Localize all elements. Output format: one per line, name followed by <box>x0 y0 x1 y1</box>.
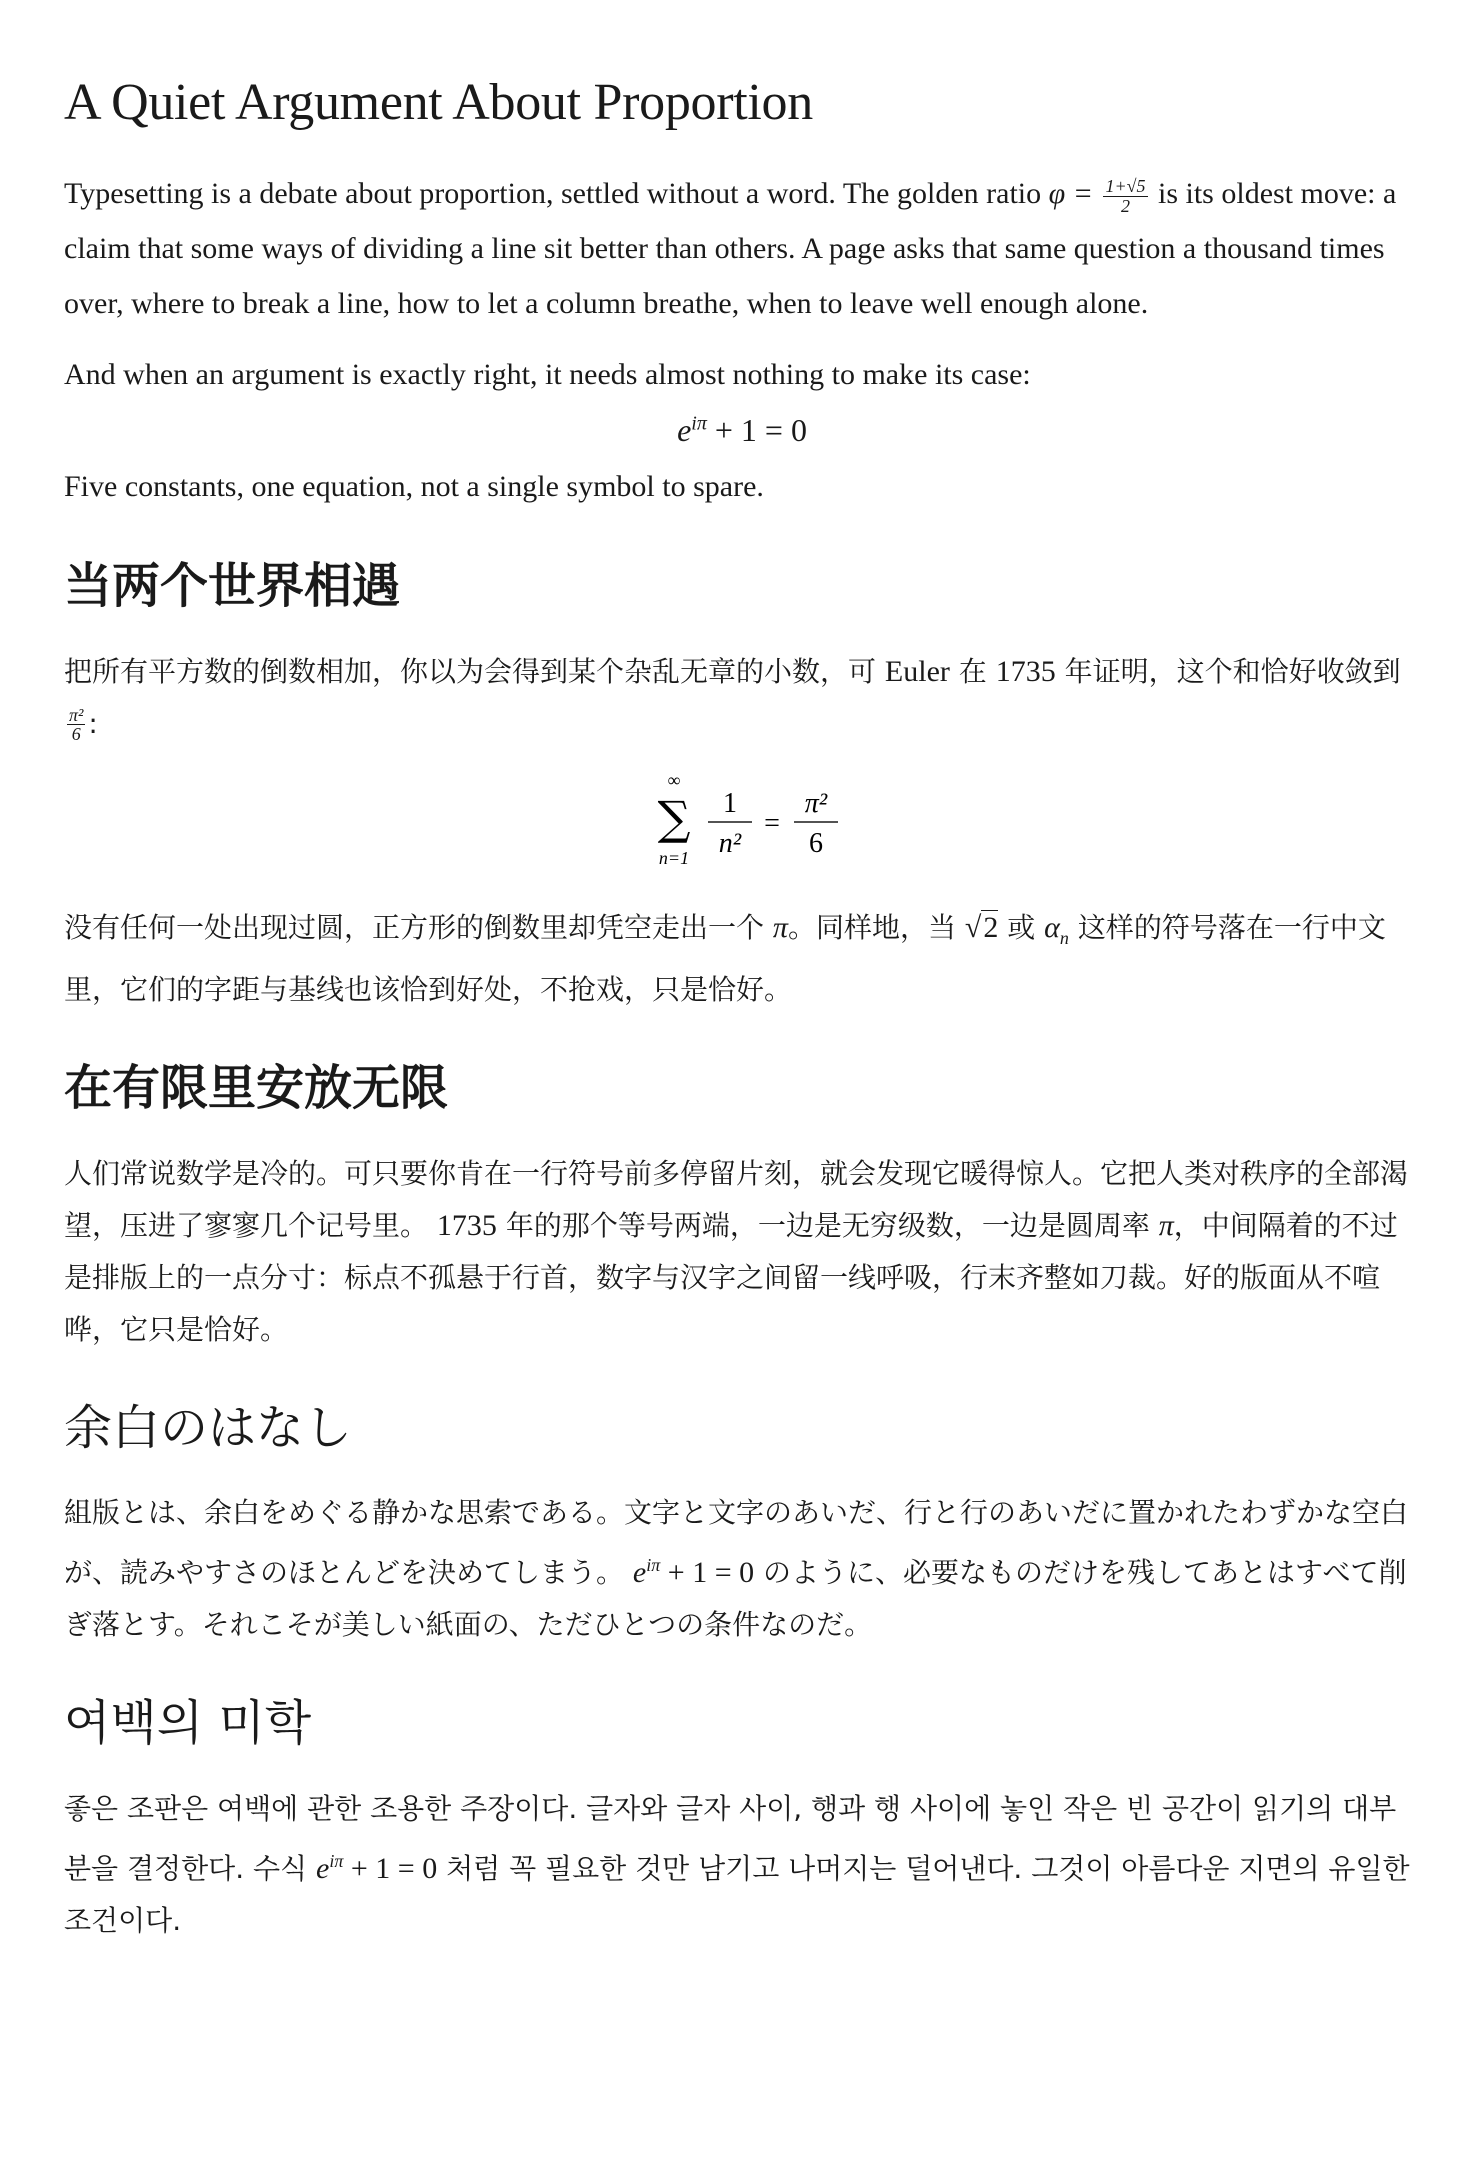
inline-frac-numerator: π² <box>69 704 84 725</box>
zh1-paragraph-1 <box>64 646 1420 750</box>
intro-text-after-phi: is its oldest move: a claim that some ways of dividing a line sit better than others. A page asks that same question a thousand times over, where to break a line, how to let a column breathe, when to leave well enough alone. <box>64 177 1397 321</box>
zh2-text-a: 人们常说数学是冷的。可只要你肯在一行符号前多停留片刻，就会发现它暖得惊人。它把人类对秩序的全部渴望，压进了寥寥几个记号里。 <box>64 1156 1409 1242</box>
ko-euler-rest: + 1 = 0 <box>350 1851 438 1885</box>
zh2-year: 1735 <box>436 1208 497 1242</box>
ja-euler-base: e <box>632 1556 647 1590</box>
zh1-paragraph-2 <box>64 902 1420 1016</box>
sum-result-denominator: 6 <box>809 827 823 859</box>
sum-result-numerator: π² <box>804 787 828 819</box>
ko-euler-identity <box>316 1852 437 1885</box>
zh1-year: 1735 <box>995 654 1056 688</box>
zh1-colon: : <box>88 706 98 740</box>
sum-upper-limit: ∞ <box>667 769 681 790</box>
sum-term-numerator: 1 <box>723 787 737 819</box>
zh1-p2-text-d: 这样的符号落在一行中文里，它们的字距与基线也该恰到好处，不抢戏，只是恰好。 <box>64 910 1386 1006</box>
ja-euler-exponent: iπ <box>646 1555 661 1576</box>
ja-paragraph <box>64 1487 1420 1651</box>
intro-paragraph-1 <box>64 166 1420 331</box>
zh1-p2-text-b: 。同样地，当 <box>787 910 956 944</box>
zh1-text-c: 年证明，这个和恰好收敛到 <box>1064 654 1401 688</box>
intro-paragraph-3: Five constants, one equation, not a single symbol to spare. <box>64 470 764 504</box>
sum-term-denominator: n² <box>718 827 742 859</box>
section-heading-ja: 余白のはなし <box>64 1399 353 1456</box>
ko-text-b: 처럼 꼭 필요한 것만 남기고 나머지는 덜어낸다. 그것이 아름다운 지면의 유일한 조건이다. <box>64 1851 1410 1937</box>
zh1-pi-symbol: π <box>772 910 788 944</box>
euler-rest: + 1 = 0 <box>714 412 807 449</box>
zh1-euler-name: Euler <box>884 654 950 688</box>
zh2-pi-symbol: π <box>1158 1208 1174 1242</box>
basel-sum-formula <box>632 754 852 894</box>
sum-lower-limit: n=1 <box>658 847 690 868</box>
section-heading-ko: 여백의 미학 <box>64 1695 312 1752</box>
phi-lhs: φ = <box>1048 177 1093 211</box>
ko-paragraph <box>64 1783 1420 1947</box>
ja-text-b: のように、必要なものだけを残してあとはすべて削ぎ落とす。それこそが美しい紙面の、ただひとつの条件なのだ。 <box>64 1556 1407 1642</box>
sqrt-argument: 2 <box>983 910 999 944</box>
golden-ratio-formula <box>1048 176 1158 216</box>
sqrt-two <box>965 910 998 944</box>
sqrt-icon: √ <box>964 910 982 944</box>
alpha-subscript: n <box>1059 927 1069 948</box>
ja-euler-rest: + 1 = 0 <box>667 1556 755 1590</box>
intro-paragraph-2: And when an argument is exactly right, it needs almost nothing to make its case: <box>64 358 1031 392</box>
zh1-p2-text-a: 没有任何一处出现过圆，正方形的倒数里却凭空走出一个 <box>64 910 765 944</box>
ja-euler-identity <box>633 1556 754 1589</box>
section-heading-zh-1: 当两个世界相遇 <box>64 558 401 615</box>
article <box>64 72 1420 1947</box>
page-title: A Quiet Argument About Proportion <box>64 74 813 131</box>
intro-text-before-phi: Typesetting is a debate about proportion, settled without a word. The golden ratio <box>64 177 1042 211</box>
zh2-paragraph <box>64 1148 1420 1356</box>
zh2-text-b: 年的那个等号两端，一边是无穷级数，一边是圆周率 <box>505 1208 1150 1242</box>
zh1-text-a: 把所有平方数的倒数相加，你以为会得到某个杂乱无章的小数，可 <box>64 654 877 688</box>
euler-exponent: iπ <box>691 412 707 435</box>
zh1-text-b: 在 <box>958 654 987 688</box>
phi-fraction <box>1103 177 1147 216</box>
phi-denominator: 2 <box>1120 196 1130 216</box>
alpha-n <box>1044 910 1069 948</box>
sum-equals: = <box>764 807 780 839</box>
sigma-symbol: ∑ <box>657 790 691 845</box>
basel-sum-display <box>64 754 1420 894</box>
zh1-p2-text-c: 或 <box>1007 910 1036 944</box>
section-heading-zh-2: 在有限里安放无限 <box>64 1059 449 1116</box>
phi-numerator: 1+√5 <box>1105 176 1146 197</box>
ko-text-a: 좋은 조판은 여백에 관한 조용한 주장이다. 글자와 글자 사이, 행과 행 사이에 놓인 작은 빈 공간이 읽기의 대부분을 결정한다. 수식 <box>64 1791 1397 1885</box>
ko-euler-exponent: iπ <box>329 1850 344 1871</box>
inline-frac-denominator: 6 <box>71 724 81 745</box>
zh2-text-c: ，中间隔着的不过是排版上的一点分寸：标点不孤悬于行首，数字与汉字之间留一线呼吸，行末齐整如刀裁。好的版面从不喧哗，它只是恰好。 <box>64 1208 1398 1346</box>
ko-euler-base: e <box>316 1851 330 1885</box>
ja-text-a: 組版とは、余白をめぐる静かな思索である。文字と文字のあいだ、行と行のあいだに置かれたわずかな空白が、読みやすさのほとんどを決めてしまう。 <box>64 1496 1409 1590</box>
euler-identity-display <box>64 412 1420 449</box>
pi-squared-over-six-inline <box>67 706 85 745</box>
euler-base: e <box>677 412 692 449</box>
alpha-symbol: α <box>1044 910 1060 944</box>
